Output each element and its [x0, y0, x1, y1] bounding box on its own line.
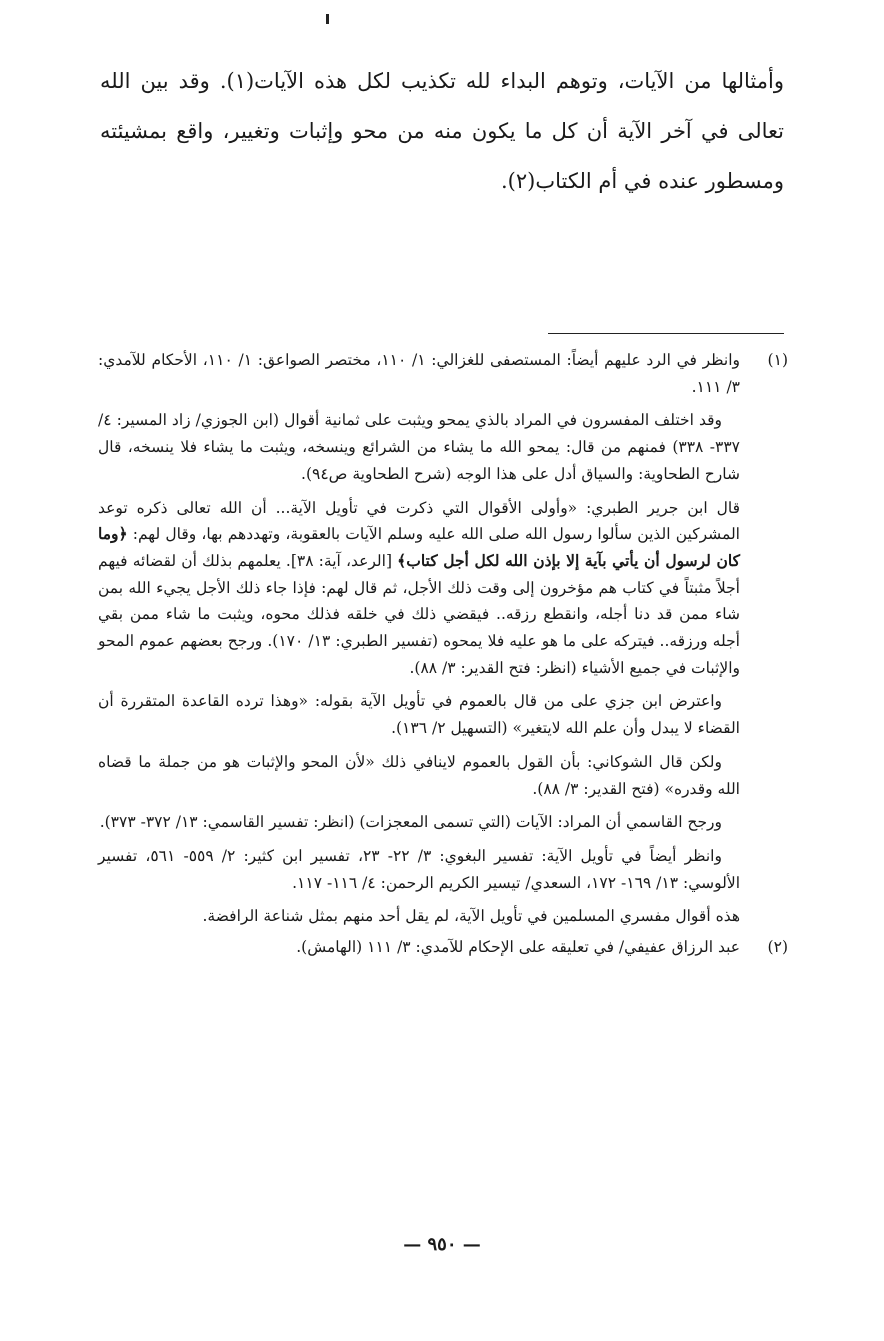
footnote-2-paragraph-1: عبد الرزاق عفيفي/ في تعليقه على الإحكام للآمدي: ٣/ ١١١ (الهامش). — [296, 938, 740, 957]
quran-verse: ﴿وما كان لرسول أن يأتي بآية إلا بإذن الله لكل أجل كتاب﴾ — [98, 524, 740, 570]
footnote-1-closing-paragraph: هذه أقوال مفسري المسلمين في تأويل الآية، لم يقل أحد منهم بمثل شناعة الرافضة. — [202, 907, 740, 926]
footnote-1-paragraph-6: ورجح القاسمي أن المراد: الآيات (التي تسمى المعجزات) (انظر: تفسير القاسمي: ١٣/ ٣٧٢- ٣٧٣). — [99, 813, 722, 832]
tabari-quote-intro: قال ابن جرير الطبري: «وأولى الأقوال التي ذكرت في تأويل الآية... أن الله تعالى ذكره توعد المشركين الذين سألوا رسول الله صلى الله عليه وسلم الآيات بالعقوبة، وتهددهم بها، وقال لهم: — [98, 498, 740, 544]
footnote-1-paragraph-7: وانظر أيضاً في تأويل الآية: تفسير البغوي: ٣/ ٢٢- ٢٣، تفسير ابن كثير: ٢/ ٥٥٩- ٥٦١، تفسير الألوسي: ١٣/ ١٦٩- ١٧٢، السعدي/ تيسير الكريم الرحمن: ٤/ ١١٦- ١١٧. — [98, 846, 740, 892]
page-number: — ٩٥٠ — — [403, 1234, 481, 1255]
footnote-2-body — [98, 934, 740, 968]
footnote-1-paragraph-1: وانظر في الرد عليهم أيضاً: المستصفى للغزالي: ١/ ١١٠، مختصر الصواعق: ١/ ١١٠، الأحكام للآمدي: ٣/ ١١١. — [98, 351, 741, 396]
footnote-1-number: (١) — [767, 351, 788, 369]
tabari-quote-continuation: [الرعد، آية: ٣٨]. يعلمهم بذلك أن لقضائه فيهم أجلاً مثبتاً في كتاب هم مؤخرون إلى وقت ذلك الأجل، ثم قال لهم: فإذا جاء ذلك الأجل يجيء الله بمن شاء ممن قد دنا أجله، وانقطع رزقه.. فيقضي ذلك في خلقه فذلك محوه، ويثبت ما شاء ممن بقي أجله ورزقه.. فيتركه على ما هو عليه فلا يمحوه (تفسير الطبري: ١٣/ ١٧٠). ورجح بعضهم عموم المحو والإثبات في جميع الأشياء (انظر: فتح القدير: ٣/ ٨٨). — [98, 551, 740, 677]
main-text-block — [100, 56, 784, 206]
footnote-1-paragraph-5: ولكن قال الشوكاني: بأن القول بالعموم لاينافي ذلك «لأن المحو والإثبات هو من جملة ما قضاه الله وقدره» (فتح القدير: ٣/ ٨٨). — [98, 752, 740, 798]
footnote-1-paragraph-2: وقد اختلف المفسرون في المراد بالذي يمحو ويثبت على ثمانية أقوال (ابن الجوزي/ زاد المسير: ٤/ ٣٣٧- ٣٣٨) فمنهم من قال: يمحو الله ما يشاء من الشرائع وينسخه، ويثبت ما يشاء فلا ينسخه، قال شارح الطحاوية: والسياق أدل على هذا الوجه (شرح الطحاوية ص٩٤). — [98, 411, 740, 483]
footnotes-block — [98, 347, 788, 968]
footnote-separator-rule — [548, 333, 784, 334]
footnote-2-number: (٢) — [767, 938, 788, 957]
footnote-1-paragraph-4: واعترض ابن جزي على من قال بالعموم في تأويل الآية بقوله: «وهذا ترده القاعدة المتقررة أن القضاء لا يبدل وأن علم الله لايتغير» (التسهيل ٢/ ١٣٦). — [98, 692, 740, 738]
footnote-1 — [98, 347, 788, 903]
footnote-2 — [98, 934, 788, 968]
footnote-1-paragraph-3 — [98, 495, 740, 682]
top-ink-mark — [326, 14, 329, 24]
main-paragraph: وأمثالها من الآيات، وتوهم البداء لله تكذيب لكل هذه الآيات(١). وقد بين الله تعالى في آخر الآية أن كل ما يكون منه من محو وإثبات وتغيير، واقع بمشيئته ومسطور عنده في أم الكتاب(٢). — [100, 69, 784, 193]
footnote-1-body — [98, 347, 740, 903]
